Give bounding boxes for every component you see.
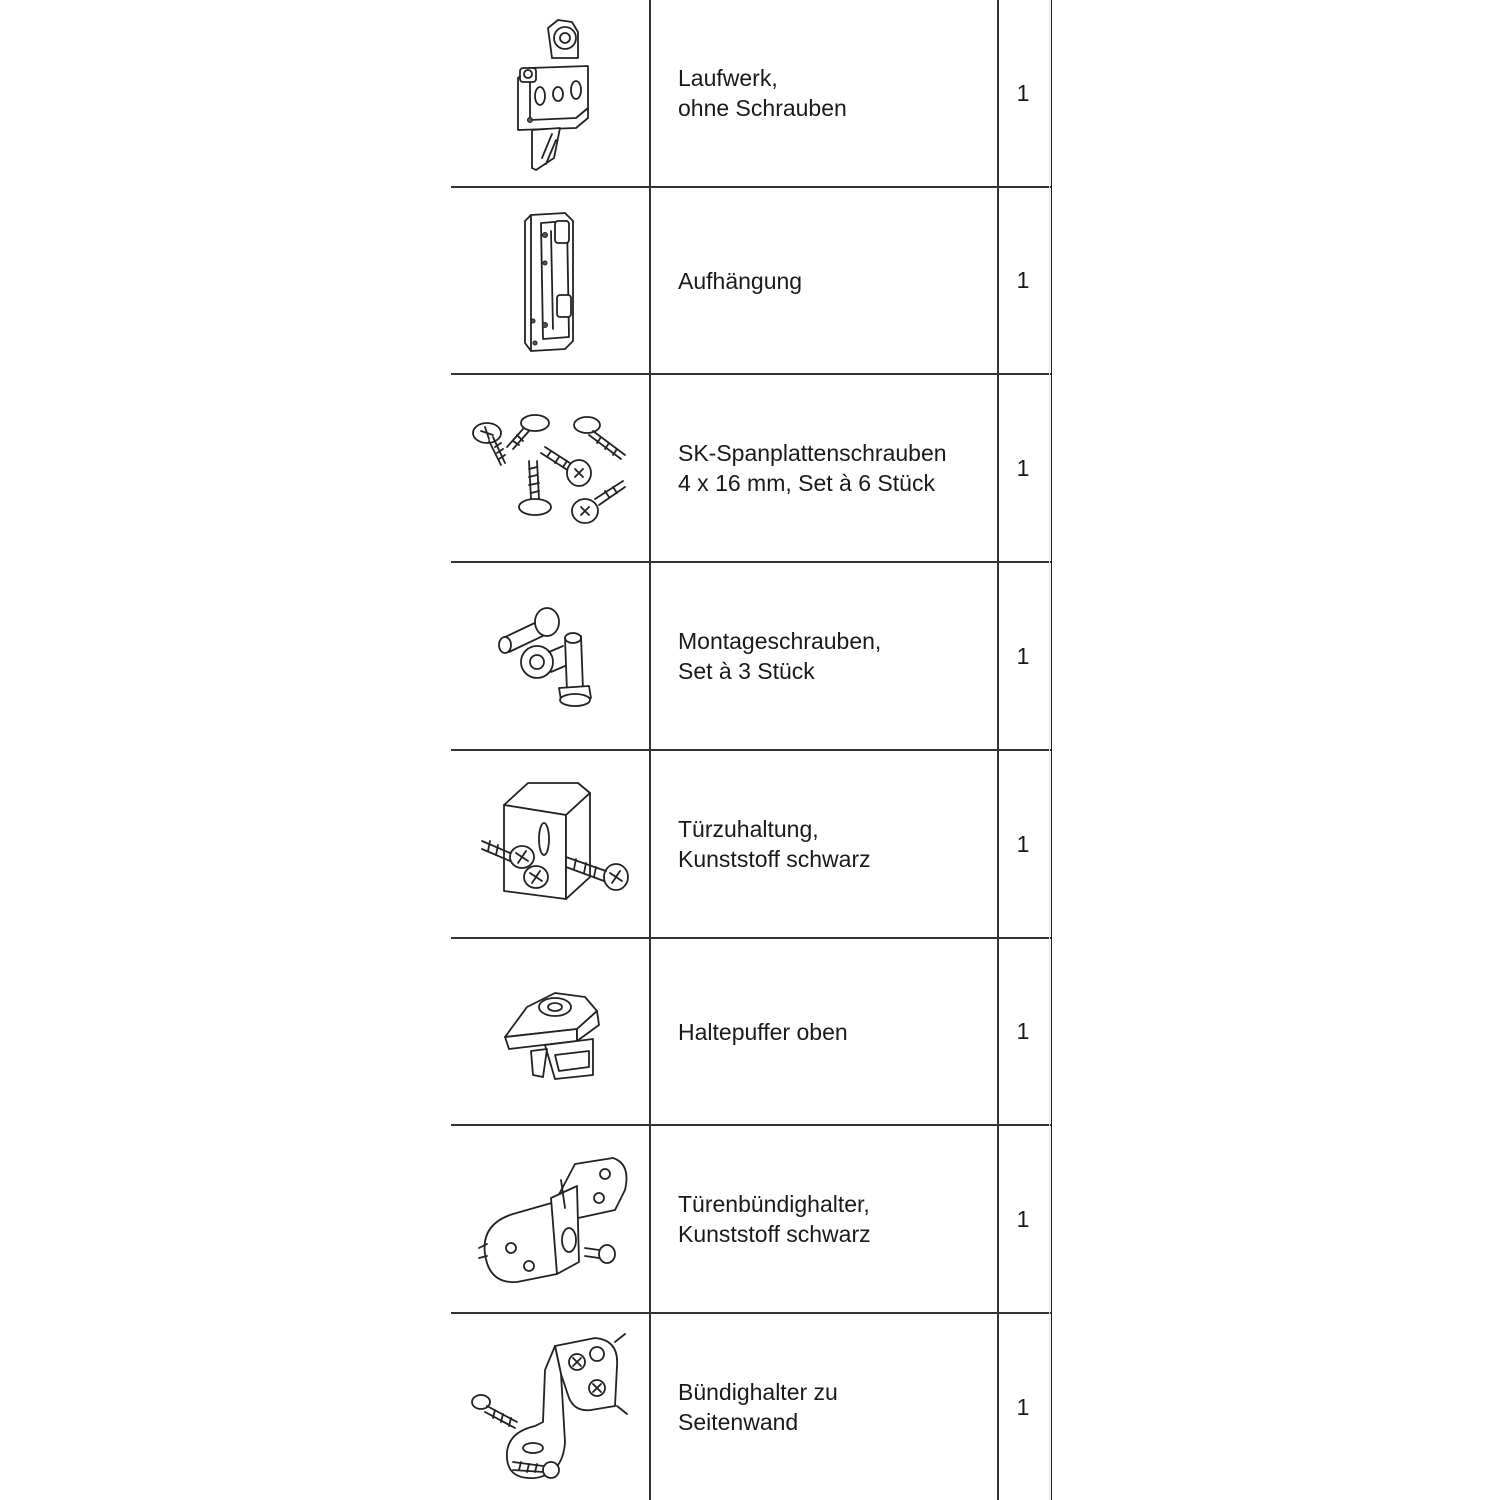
table-row [451, 188, 1051, 375]
part-quantity: 1 [1016, 1205, 1030, 1232]
part-quantity: 1 [1016, 830, 1030, 857]
description-line-1: SK-Spanplattenschrauben [678, 440, 947, 466]
top-buffer-icon [485, 967, 615, 1097]
chipboard-screws-icon [465, 403, 635, 533]
part-quantity: 1 [1016, 454, 1030, 481]
table-row [451, 563, 1051, 751]
door-flush-holder-icon [465, 1144, 635, 1294]
table-row [451, 1314, 1051, 1500]
description-line-1: Bündighalter zu [678, 1379, 838, 1405]
part-image-cell [451, 939, 651, 1124]
description-line-1: Haltepuffer oben [678, 1018, 848, 1045]
part-description [651, 751, 999, 937]
parts-list-table [451, 0, 1052, 1500]
description-line-2: Seitenwand [678, 1409, 799, 1435]
part-description [651, 0, 999, 186]
side-wall-flush-holder-icon [465, 1322, 635, 1492]
description-line-1: Montageschrauben, [678, 628, 882, 654]
roller-carriage-icon [490, 8, 610, 178]
part-quantity: 1 [1016, 1393, 1030, 1420]
part-image-cell [451, 1314, 651, 1500]
part-quantity: 1 [1016, 1018, 1030, 1044]
description-line-2: ohne Schrauben [678, 95, 847, 121]
part-quantity: 1 [1016, 267, 1030, 293]
part-description [651, 1126, 999, 1312]
table-row [451, 0, 1051, 188]
part-quantity: 1 [1016, 79, 1030, 106]
mounting-screws-icon [485, 596, 615, 716]
part-image-cell [451, 0, 651, 186]
part-image-cell [451, 751, 651, 937]
suspension-bracket-icon [495, 201, 605, 361]
part-description [651, 939, 999, 1124]
part-image-cell [451, 188, 651, 373]
door-catch-icon [470, 769, 630, 919]
table-row [451, 939, 1051, 1126]
part-description [651, 375, 999, 561]
description-line-1: Laufwerk, [678, 65, 778, 91]
table-row [451, 1126, 1051, 1314]
description-line-1: Türzuhaltung, [678, 816, 819, 842]
part-description [651, 563, 999, 749]
page-edge-divider [1049, 0, 1050, 1500]
table-row [451, 375, 1051, 563]
description-line-2: 4 x 16 mm, Set à 6 Stück [678, 470, 935, 496]
description-line-1: Aufhängung [678, 267, 803, 294]
part-image-cell [451, 375, 651, 561]
part-description [651, 1314, 999, 1500]
part-description [651, 188, 999, 373]
description-line-2: Kunststoff schwarz [678, 846, 871, 872]
part-quantity: 1 [1016, 642, 1030, 669]
part-image-cell [451, 1126, 651, 1312]
table-row [451, 751, 1051, 939]
description-line-2: Set à 3 Stück [678, 658, 815, 684]
description-line-2: Kunststoff schwarz [678, 1221, 871, 1247]
part-image-cell [451, 563, 651, 749]
description-line-1: Türenbündighalter, [678, 1191, 870, 1217]
